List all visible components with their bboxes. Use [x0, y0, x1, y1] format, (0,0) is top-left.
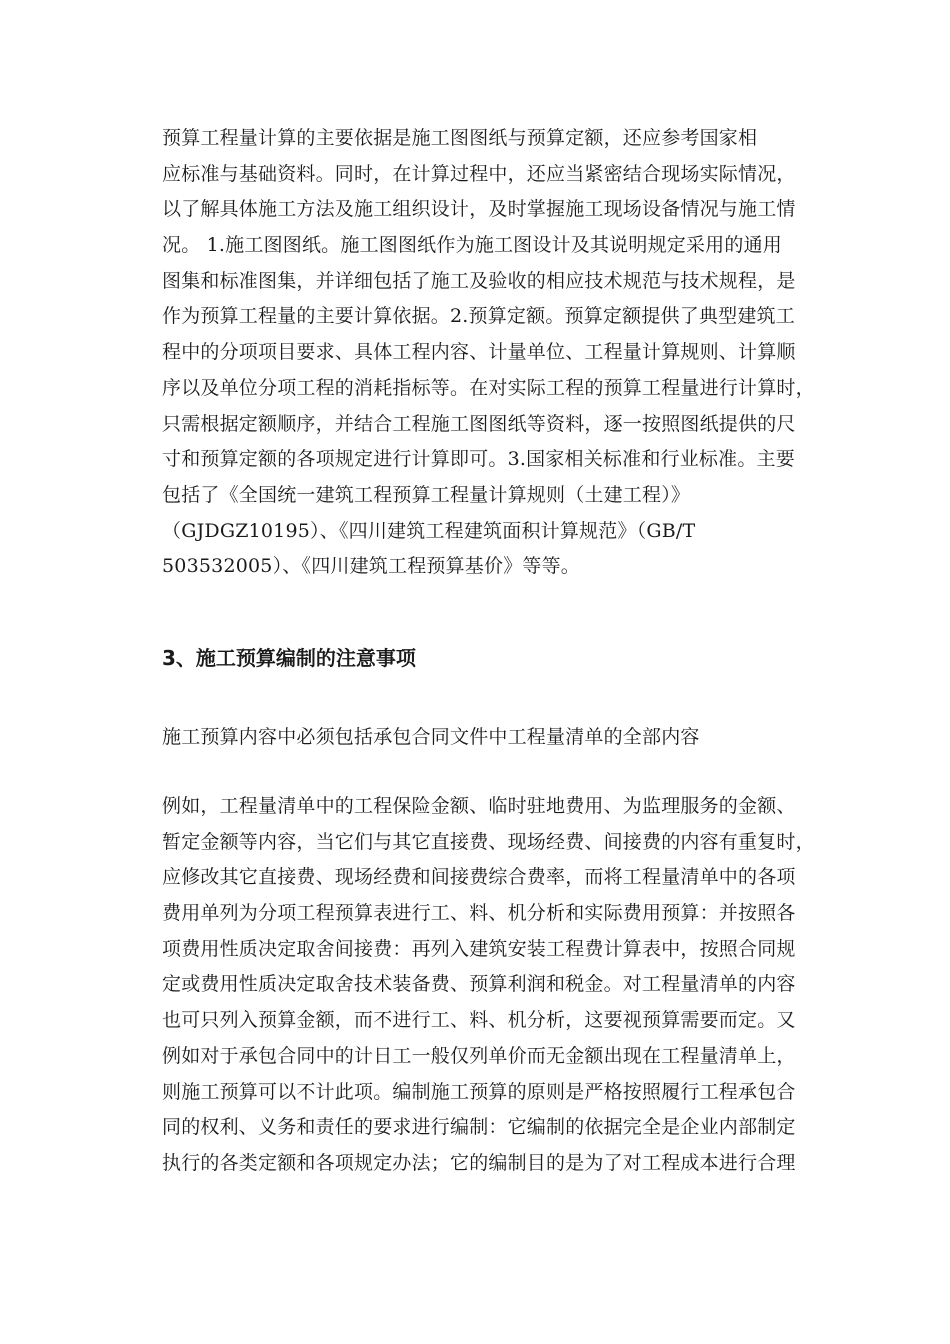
paragraph-calculation-basis [162, 121, 815, 585]
text-line: 例如对于承包合同中的计日工一般仅列单价而无金额出现在工程量清单上， [162, 1044, 796, 1067]
text-line: 只需根据定额顺序，并结合工程施工图图纸等资料，逐一按照图纸提供的尺 [162, 412, 796, 435]
paragraph-example [162, 789, 815, 1182]
text-line: 执行的各类定额和各项规定办法；它的编制目的是为了对工程成本进行合理 [162, 1151, 796, 1174]
text-line: 同的权利、义务和责任的要求进行编制：它编制的依据完全是企业内部制定 [162, 1116, 796, 1139]
text-line: 程中的分项项目要求、具体工程内容、计量单位、工程量计算规则、计算顺 [162, 341, 796, 364]
text-line: 预算工程量计算的主要依据是施工图图纸与预算定额，还应参考国家相 [162, 127, 758, 149]
text-line: 寸和预算定额的各项规定进行计算即可。3.国家相关标准和行业标准。主要 [162, 448, 795, 471]
text-line: 况。 1.施工图图纸。施工图图纸作为施工图设计及其说明规定采用的通用 [162, 234, 782, 257]
text-line: 例如，工程量清单中的工程保险金额、临时驻地费用、为监理服务的金额、 [162, 795, 796, 817]
text-line: 作为预算工程量的主要计算依据。2.预算定额。预算定额提供了典型建筑工 [162, 305, 795, 328]
text-line: 也可只列入预算金额，而不进行工、料、机分析，这要视预算需要而定。又 [162, 1009, 796, 1032]
text-line: 暂定金额等内容，当它们与其它直接费、现场经费、间接费的内容有重复时， [162, 830, 815, 853]
text-line: 503532005）、《四川建筑工程预算基价》等等。 [162, 555, 580, 578]
text-line: 定或费用性质决定取舍技术装备费、预算利润和税金。对工程量清单的内容 [162, 973, 796, 996]
text-line: 项费用性质决定取舍间接费：再列入建筑安装工程费计算表中，按照合同规 [162, 937, 796, 960]
text-line: 以了解具体施工方法及施工组织设计，及时掌握施工现场设备情况与施工情 [162, 198, 796, 221]
paragraph-requirement [162, 720, 812, 756]
text-line: 应修改其它直接费、现场经费和间接费综合费率，而将工程量清单中的各项 [162, 866, 796, 889]
section-heading: 3、施工预算编制的注意事项 [162, 646, 416, 670]
text-line: 包括了《全国统一建筑工程预算工程量计算规则（土建工程）》 [162, 483, 691, 506]
text-line: 图集和标准图集，并详细包括了施工及验收的相应技术规范与技术规程，是 [162, 269, 796, 292]
text-line: 应标准与基础资料。同时，在计算过程中，还应当紧密结合现场实际情况， [162, 162, 796, 185]
text-line: 施工预算内容中必须包括承包合同文件中工程量清单的全部内容 [162, 726, 700, 748]
text-line: 费用单列为分项工程预算表进行工、料、机分析和实际费用预算：并按照各 [162, 902, 796, 925]
text-line: （GJDGZ10195）、《四川建筑工程建筑面积计算规范》（GB/T [162, 519, 696, 542]
text-line: 序以及单位分项工程的消耗指标等。在对实际工程的预算工程量进行计算时， [162, 376, 815, 399]
text-line: 则施工预算可以不计此项。编制施工预算的原则是严格按照履行工程承包合 [162, 1080, 796, 1103]
